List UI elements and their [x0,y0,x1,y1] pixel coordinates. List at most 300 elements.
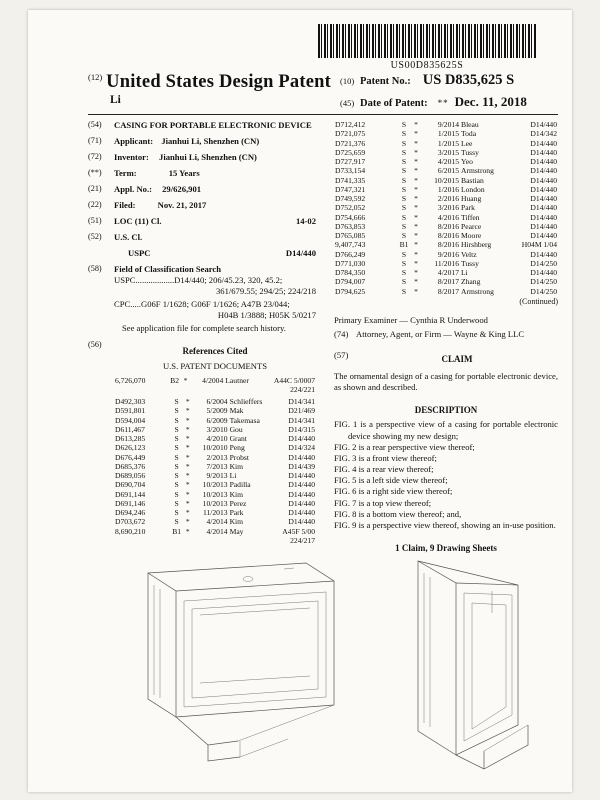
table-row [114,536,316,545]
references-number: (56) [88,340,102,349]
ref-kind: S [174,443,179,453]
ref-patent: D784,350 [335,268,366,277]
claim-block [334,350,558,369]
ref-patent: D703,672 [115,517,146,527]
ref-patent: D691,144 [115,489,146,499]
field-of-search-label: Field of Classification Search [114,264,222,274]
table-row [334,166,558,175]
ref-star: * [185,461,190,471]
ref-date: 3/2015 [437,147,459,157]
table-row [114,376,316,385]
ref-kind: S [401,120,407,129]
fos-cpc-dots: ..... [130,299,141,309]
table-row [114,453,316,462]
ref-name: Park [229,508,244,518]
ref-name: Toda [461,129,477,139]
ref-name: Padilla [229,480,251,490]
ref-name: Yeo [461,157,473,166]
table-row [334,157,558,166]
ref-patent: D721,376 [335,138,366,148]
ref-kind: S [174,424,179,434]
ref-name: Huang [461,194,482,203]
ref-star: * [185,415,190,425]
ref-name: Grant [229,434,247,444]
ref-kind: S [401,157,407,166]
primary-examiner: Primary Examiner — Cynthia R Underwood [334,314,488,325]
table-row [334,240,558,249]
ref-name: Li [461,268,468,277]
appl-no-value: 29/626,901 [162,184,202,194]
ref-name: Gou [229,424,243,434]
claims-sheets-footer: 1 Claim, 9 Drawing Sheets [395,543,497,554]
date-value: Dec. 11, 2018 [454,94,527,109]
ref-date: 11/2013 [202,508,228,518]
ref-class: D14/440 [530,268,557,277]
ref-kind: S [401,212,407,222]
attorney-number: (74) [334,328,349,339]
table-row [334,259,558,268]
ref-date: 1/2015 [437,138,459,148]
ref-date: 11/2016 [434,258,459,268]
page-title: United States Design Patent [106,72,331,92]
right-column [334,120,558,555]
ref-date: 9/2016 [437,249,459,259]
ref-name: Hirshberg [461,240,492,250]
ref-star: * [185,489,190,499]
ref-class: D14/440 [530,203,557,213]
claim-heading: CLAIM [441,353,473,364]
ref-date: 10/2015 [434,175,459,185]
ref-date: 8/2016 [437,231,459,240]
ref-name: Probst [229,452,249,462]
ref-star: * [414,157,418,166]
ref-date: 10/2010 [202,443,228,453]
description-line: FIG. 7 is a top view thereof; [334,497,432,508]
ref-patent: 9,407,743 [335,240,366,250]
ref-patent: 6,726,070 [115,375,146,385]
field-uspc [88,248,316,259]
references-subtitle: U.S. PATENT DOCUMENTS [162,360,268,371]
ref-class: D14/440 [288,508,315,518]
ref-star: * [414,166,418,176]
field-uspc-number [88,248,114,259]
field-58-number: (58) [88,264,102,273]
ref-class-cont: 224/221 [290,384,315,394]
table-row [114,499,316,508]
table-row [114,443,316,452]
field-term-number: (**) [88,168,102,177]
ref-star: * [414,175,418,185]
appl-no-label: Appl. No.: [114,184,152,194]
date-asterisks: ** [437,98,449,108]
field-72-number: (72) [88,152,102,161]
ref-class: D14/250 [530,258,557,268]
ref-patent: D685,376 [115,461,146,471]
ref-date: 3/2016 [437,203,459,213]
ref-date: 6/2004 [206,397,228,407]
title-block [88,72,558,115]
ref-kind: S [174,434,179,444]
fos-uspc-line1: D14/440; 206/45.23, 320, 45.2; [174,275,283,285]
references-block [88,340,316,545]
ref-patent: D492,303 [115,397,146,407]
field-21 [88,184,316,195]
ref-name: Kim [229,461,244,471]
ref-patent: D676,449 [115,452,146,462]
ref-star: * [185,471,190,481]
field-21-number: (21) [88,184,102,193]
uspc-value: D14/440 [285,248,316,258]
description-line: FIG. 1 is a perspective view of a casing for portable electronic device showing my new design; [334,419,558,441]
ref-patent: D754,666 [335,212,366,222]
description-line: FIG. 4 is a rear view thereof; [334,464,434,475]
references-table-right [334,120,558,296]
ref-class: D14/440 [530,120,557,129]
inventor-value: Jianhui Li, Shenzhen (CN) [159,152,257,162]
ref-name: Li [229,471,237,481]
figure-1-drawing [148,563,334,761]
ref-patent: D712,412 [335,120,366,129]
ref-date: 2/2013 [206,452,228,462]
table-row [114,517,316,526]
ref-class: D14/440 [288,452,315,462]
field-22 [88,200,316,211]
ref-name: Kim [229,517,244,527]
ref-date: 4/2004 [202,375,224,385]
ref-class: D14/440 [530,138,557,148]
ref-patent: D626,123 [115,443,146,453]
left-column [88,120,316,550]
ref-star: * [185,406,190,416]
ref-kind: S [174,397,179,407]
table-row [334,231,558,240]
table-row [334,287,558,296]
ref-kind: S [401,184,407,194]
ref-date: 4/2017 [437,268,459,277]
table-row [114,385,316,394]
ref-kind: B2 [170,375,180,385]
ref-star: * [414,138,418,148]
ref-name: Tussy [461,258,479,268]
table-row [334,176,558,185]
ref-star: * [185,443,190,453]
field-51 [88,216,316,227]
ref-star: * [414,286,418,296]
ref-patent: D690,704 [115,480,146,490]
table-row [334,250,558,259]
ref-star: * [414,277,418,287]
field-54-title: CASING FOR PORTABLE ELECTRONIC DEVICE [114,120,312,130]
references-table-left-cont [114,536,316,545]
ref-kind: S [401,268,407,277]
ref-kind: S [174,406,179,416]
ref-patent: D752,052 [335,203,366,213]
ref-star: * [414,129,418,139]
description-line: FIG. 8 is a bottom view thereof; and, [334,508,462,519]
table-row [334,222,558,231]
ref-star: * [185,508,190,518]
ref-class: D14/440 [530,175,557,185]
ref-class: D14/440 [288,471,315,481]
ref-name: Moore [461,231,482,240]
ref-class-cont-2: 224/217 [290,535,315,545]
ref-patent: D727,917 [335,157,366,166]
ref-date: 4/2014 [206,517,228,527]
ref-kind: S [174,508,179,518]
ref-star: * [185,397,190,407]
table-row [334,139,558,148]
ref-class: A44C 5/0007 [273,375,315,385]
title-left [88,72,340,106]
field-51-number: (51) [88,216,102,225]
uscl-label: U.S. Cl. [114,232,143,242]
ref-kind: S [401,249,407,259]
patent-no-value: US D835,625 S [422,72,515,88]
ref-kind: S [401,138,407,148]
ref-kind: S [401,231,407,240]
term-value: 15 Years [168,168,200,178]
ref-date: 4/2016 [437,212,459,222]
ref-star: * [185,424,190,434]
ref-date: 10/2013 [202,489,228,499]
ref-patent: D691,146 [115,498,146,508]
description-line: FIG. 2 is a rear perspective view thereof; [334,441,475,452]
ref-kind: S [174,415,179,425]
ref-patent: D766,249 [335,249,366,259]
ref-kind: S [174,517,179,527]
ref-class: D14/440 [288,489,315,499]
ref-star: * [414,231,418,240]
description-line: FIG. 5 is a left side view thereof; [334,475,448,486]
inventor-label: Inventor: [114,152,149,162]
ref-name: May [229,526,244,536]
ref-kind: S [174,498,179,508]
ref-class: D14/440 [530,221,557,231]
ref-name: Tussy [461,147,479,157]
ref-star: * [414,184,418,194]
patent-figures [88,555,558,781]
table-row [114,406,316,415]
ref-name: Peng [229,443,245,453]
ref-date: 3/2010 [206,424,228,434]
ref-class: D14/440 [288,517,315,527]
table-row [114,508,316,517]
ref-date: 8/2017 [437,277,459,287]
ref-star: * [185,498,190,508]
ref-patent: D765,085 [335,231,366,240]
fos-cpc-label: CPC [114,299,131,309]
ref-class: D14/440 [530,194,557,203]
ref-star: * [414,258,418,268]
ref-class: D14/250 [530,277,557,287]
ref-class: D14/440 [530,231,557,240]
ref-patent: D794,625 [335,286,366,296]
table-row [334,213,558,222]
attorney-line [334,329,558,340]
ref-date: 1/2016 [437,184,459,194]
table-row [114,462,316,471]
ref-patent: D721,075 [335,129,366,139]
ref-date: 4/2015 [437,157,459,166]
ref-star: * [414,194,418,203]
fos-see-note: See application file for complete search history. [122,323,286,333]
field-term [88,168,316,179]
table-row [334,203,558,212]
table-row [334,120,558,129]
ref-kind: S [174,480,179,490]
barcode-block [316,24,538,71]
description-lines [334,419,558,531]
field-52-number: (52) [88,232,102,241]
ref-patent: D763,853 [335,221,366,231]
patent-no-number: (10) [340,76,355,86]
ref-star: * [183,375,188,385]
ref-name: Armstrong [461,286,494,296]
ref-class: D14/440 [530,157,557,166]
table-row [114,527,316,536]
ref-patent: D725,659 [335,147,366,157]
ref-patent: D591,801 [115,406,146,416]
ref-class: H04M 1/04 [521,240,557,250]
ref-date: 2/2016 [437,194,459,203]
table-row [114,490,316,499]
table-row [334,194,558,203]
ref-class: D14/440 [530,184,557,194]
uspc-label: USPC [128,248,151,258]
ref-kind: S [401,258,407,268]
ref-date: 6/2015 [437,166,459,176]
ref-name: Tiffen [461,212,480,222]
claim-text: The ornamental design of a casing for portable electronic device, as shown and described. [334,370,558,392]
drawing-area [88,555,558,781]
ref-name: Schlieffers [229,397,263,407]
ref-class: D14/440 [288,498,315,508]
ref-kind: B1 [172,526,182,536]
table-row [114,471,316,480]
ref-class: D14/341 [288,397,315,407]
ref-name: Bastian [461,175,484,185]
ref-date: 10/2013 [202,498,228,508]
ref-star: * [414,212,418,222]
ref-kind: S [401,221,407,231]
ref-kind: S [401,286,407,296]
ref-star: * [414,249,418,259]
references-continued: (Continued) [519,296,558,306]
ref-patent: 8,690,210 [115,526,146,536]
ref-date: 7/2013 [206,461,228,471]
ref-class: A45F 5/00 [282,526,315,536]
references-table-left-rows [114,397,316,536]
ref-patent: D613,285 [115,434,146,444]
ref-class: D14/342 [530,129,557,139]
table-row [114,480,316,489]
loc-value: 14-02 [295,216,316,226]
ref-class: D14/315 [288,424,315,434]
ref-date: 4/2014 [206,526,228,536]
references-title: References Cited [182,346,248,356]
ref-class: D14/439 [288,461,315,471]
ref-class: D14/324 [288,443,315,453]
ref-kind: S [174,452,179,462]
field-71 [88,136,316,147]
ref-kind: S [401,175,407,185]
ref-name: Takemasa [229,415,260,425]
fos-uspc-dots: .................. [135,275,175,285]
date-number: (45) [340,98,355,108]
ref-class: D14/440 [530,166,557,176]
ref-star: * [185,480,190,490]
ref-date: 5/2009 [206,406,228,416]
ref-name: Lautner [225,375,249,385]
ref-name: Kim [229,489,244,499]
ref-name: Veltz [461,249,477,259]
ref-class: D21/469 [288,406,315,416]
ref-date: 9/2013 [206,471,228,481]
ref-date: 8/2016 [437,240,459,250]
ref-kind: S [401,166,407,176]
ref-date: 1/2015 [437,129,459,139]
fos-uspc-label: USPC [114,275,136,285]
table-row [334,185,558,194]
ref-kind: S [174,461,179,471]
header-divider [88,114,558,115]
ref-class: D14/440 [288,480,315,490]
ref-star: * [414,147,418,157]
filed-value: Nov. 21, 2017 [157,200,207,210]
ref-kind: S [401,147,407,157]
ref-star: * [414,240,418,250]
table-row [114,416,316,425]
ref-name: Park [461,203,475,213]
claim-number: (57) [334,349,349,360]
ref-patent: D611,467 [115,424,145,434]
ref-star: * [414,203,418,213]
ref-class: D14/341 [288,415,315,425]
field-71-number: (71) [88,136,102,145]
ref-name: Mak [229,406,244,416]
table-row [114,425,316,434]
ref-star: * [185,526,190,536]
ref-star: * [185,452,190,462]
ref-kind: S [401,129,407,139]
ref-date: 6/2009 [206,415,228,425]
ref-patent: D794,007 [335,277,366,287]
fos-uspc-line2: 361/679.55; 294/25; 224/218 [215,286,316,296]
ref-patent: D771,030 [335,258,366,268]
ref-star: * [414,268,418,277]
table-row [114,434,316,443]
patent-sheet [28,10,572,792]
ref-class: D14/440 [530,212,557,222]
ref-date: 9/2014 [437,120,459,129]
ref-class: D14/440 [530,249,557,259]
description-line: FIG. 9 is a perspective view thereof, showing an in-use position. [334,519,556,530]
ref-name: Pearce [461,221,482,231]
ref-date: 8/2016 [437,221,459,231]
ref-name: London [461,184,485,194]
fos-cpc-line1: G06F 1/1628; G06F 1/1626; A47B 23/044; [141,299,290,309]
applicant-label: Applicant: [114,136,154,146]
description-line: FIG. 3 is a front view thereof; [334,452,437,463]
ref-star: * [414,221,418,231]
ref-star: * [185,517,190,527]
description-heading: DESCRIPTION [414,404,478,415]
ref-kind: S [174,471,179,481]
ref-star: * [414,120,418,129]
ref-patent: D749,592 [335,194,366,203]
table-row [334,277,558,286]
loc-label: LOC (11) Cl. [114,216,162,226]
